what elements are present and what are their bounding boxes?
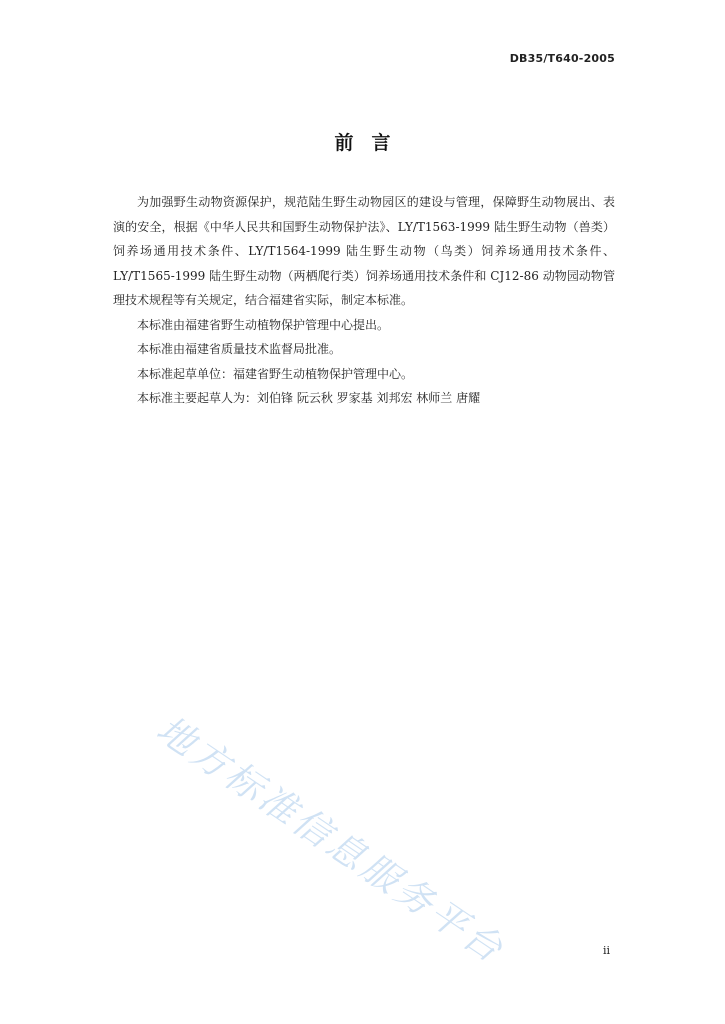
page-number: ii	[602, 944, 610, 957]
watermark-text: 地方标准信息服务平台	[148, 707, 513, 973]
paragraph-drafting-unit: 本标准起草单位：福建省野生动植物保护管理中心。	[137, 366, 414, 381]
document-code: DB35/T640-2005	[509, 52, 615, 65]
foreword-body	[113, 190, 615, 411]
paragraph-approver: 本标准由福建省质量技术监督局批准。	[137, 342, 342, 356]
page-title: 前言	[334, 132, 409, 154]
paragraph-drafters: 本标准主要起草人为：刘伯锋 阮云秋 罗家基 刘邦宏 林师兰 唐耀	[137, 391, 481, 405]
paragraph-purpose: 为加强野生动物资源保护，规范陆生野生动物园区的建设与管理，保障野生动物展出、表演的安全，根据《中华人民共和国野生动物保护法》、LY/T1563-1999 陆生野生动物（兽类）饲养场通用技术条件、LY/T1564-1999 陆生野生动物（鸟类）饲养场通用技术条件、LY/T1565-1999 陆生野生动物（两栖爬行类）饲养场通用技术条件和 CJ12-86 动物园动物管理技术规程等有关规定，结合福建省实际，制定本标准。	[113, 195, 615, 307]
paragraph-proposer: 本标准由福建省野生动植物保护管理中心提出。	[137, 317, 390, 332]
